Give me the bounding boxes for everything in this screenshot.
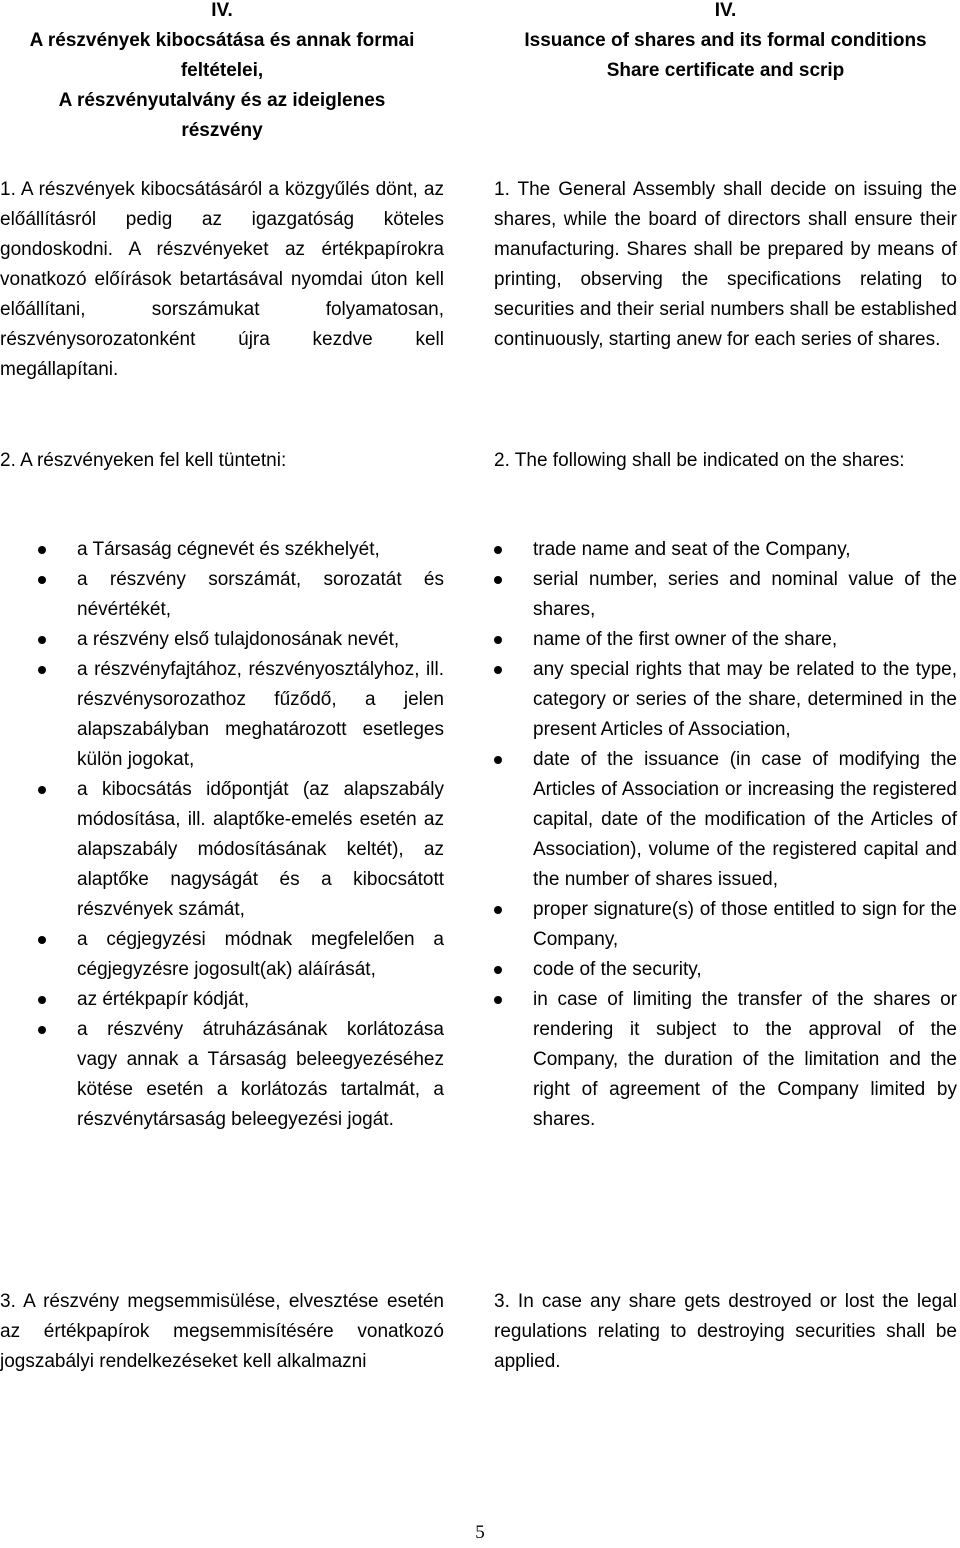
list-item: a Társaság cégnevét és székhelyét,: [0, 535, 444, 565]
list-item: serial number, series and nominal value of the shares,: [456, 565, 957, 625]
bullet-icon: [38, 996, 46, 1004]
list-item: a cégjegyzési módnak megfelelően a cégjegyzésre jogosult(ak) aláírását,: [0, 925, 444, 985]
list-item: name of the first owner of the share,: [456, 625, 957, 655]
right-heading: [494, 0, 957, 86]
page-number: 5: [475, 1522, 485, 1543]
bullet-icon: [38, 576, 46, 584]
bullet-icon: [494, 636, 502, 644]
bullet-icon: [494, 966, 502, 974]
right-bullet-list: [456, 535, 957, 1135]
left-heading-line: feltételei,: [180, 60, 264, 81]
list-item: a kibocsátás időpontját (az alapszabály módosítása, ill. alaptőke-emelés esetén az alapszabály módosításának keltét), az alaptőke nagyságát és a kibocsátott részvények számát,: [0, 775, 444, 925]
bullet-icon: [494, 546, 502, 554]
right-heading-line: Share certificate and scrip: [606, 60, 845, 81]
right-paragraph-1: 1. The General Assembly shall decide on issuing the shares, while the board of directors shall ensure their manufacturing. Shares shall be prepared by means of printing, observing the specifications relating to securities and their serial numbers shall be established continuously, starting anew for each series of shares.: [494, 179, 957, 350]
list-item: a részvény sorszámát, sorozatát és névértékét,: [0, 565, 444, 625]
list-item: any special rights that may be related to the type, category or series of the share, determined in the present Articles of Association,: [456, 655, 957, 745]
right-paragraph-2: 2. The following shall be indicated on the shares:: [494, 450, 905, 471]
list-item: a részvény első tulajdonosának nevét,: [0, 625, 444, 655]
left-heading: [0, 0, 444, 146]
right-heading-line: Issuance of shares and its formal conditions: [524, 30, 927, 51]
list-item: in case of limiting the transfer of the shares or rendering it subject to the approval of the Company, the duration of the limitation and the right of agreement of the Company limited by shares.: [456, 985, 957, 1135]
list-item: trade name and seat of the Company,: [456, 535, 957, 565]
bullet-icon: [38, 546, 46, 554]
list-item: proper signature(s) of those entitled to sign for the Company,: [456, 895, 957, 955]
left-heading-line: A részvények kibocsátása és annak formai: [29, 30, 415, 51]
bullet-icon: [494, 756, 502, 764]
left-paragraph-2: 2. A részvényeken fel kell tüntetni:: [0, 450, 287, 471]
right-paragraph-3: 3. In case any share gets destroyed or lost the legal regulations relating to destroying securities shall be applied.: [494, 1291, 957, 1372]
list-item: a részvényfajtához, részvényosztályhoz, ill. részvénysorozathoz fűződő, a jelen alapszabályban meghatározott esetleges külön jogokat,: [0, 655, 444, 775]
left-heading-line: részvény: [181, 120, 263, 141]
left-paragraph-1: 1. A részvények kibocsátásáról a közgyűlés dönt, az előállításról pedig az igazgatóság köteles gondoskodni. A részvényeket az értékpapírokra vonatkozó előírások betartásával nyomdai úton kell előállítani, sorszámukat folyamatosan, részvénysorozatonként újra kezdve kell megállapítani.: [0, 179, 444, 380]
bullet-icon: [38, 936, 46, 944]
list-item: date of the issuance (in case of modifying the Articles of Association or increasing the registered capital, date of the modification of the Articles of Association), volume of the registered capital and the number of shares issued,: [456, 745, 957, 895]
bullet-icon: [494, 576, 502, 584]
bullet-icon: [38, 666, 46, 674]
left-heading-line: A részvényutalvány és az ideiglenes: [58, 90, 386, 111]
list-item: a részvény átruházásának korlátozása vagy annak a Társaság beleegyezéséhez kötése esetén a korlátozás tartalmát, a részvénytársaság beleegyezési jogát.: [0, 1015, 444, 1135]
bullet-icon: [494, 906, 502, 914]
bullet-icon: [38, 786, 46, 794]
bullet-icon: [494, 996, 502, 1004]
bullet-icon: [494, 666, 502, 674]
right-heading-roman: IV.: [714, 0, 737, 21]
left-heading-roman: IV.: [211, 0, 233, 21]
bullet-icon: [38, 1026, 46, 1034]
left-bullet-list: [0, 535, 444, 1135]
bullet-icon: [38, 636, 46, 644]
list-item: az értékpapír kódját,: [0, 985, 444, 1015]
list-item: code of the security,: [456, 955, 957, 985]
left-paragraph-3: 3. A részvény megsemmisülése, elvesztése esetén az értékpapírok megsemmisítésére vonatkozó jogszabályi rendelkezéseket kell alkalmazni: [0, 1291, 444, 1372]
